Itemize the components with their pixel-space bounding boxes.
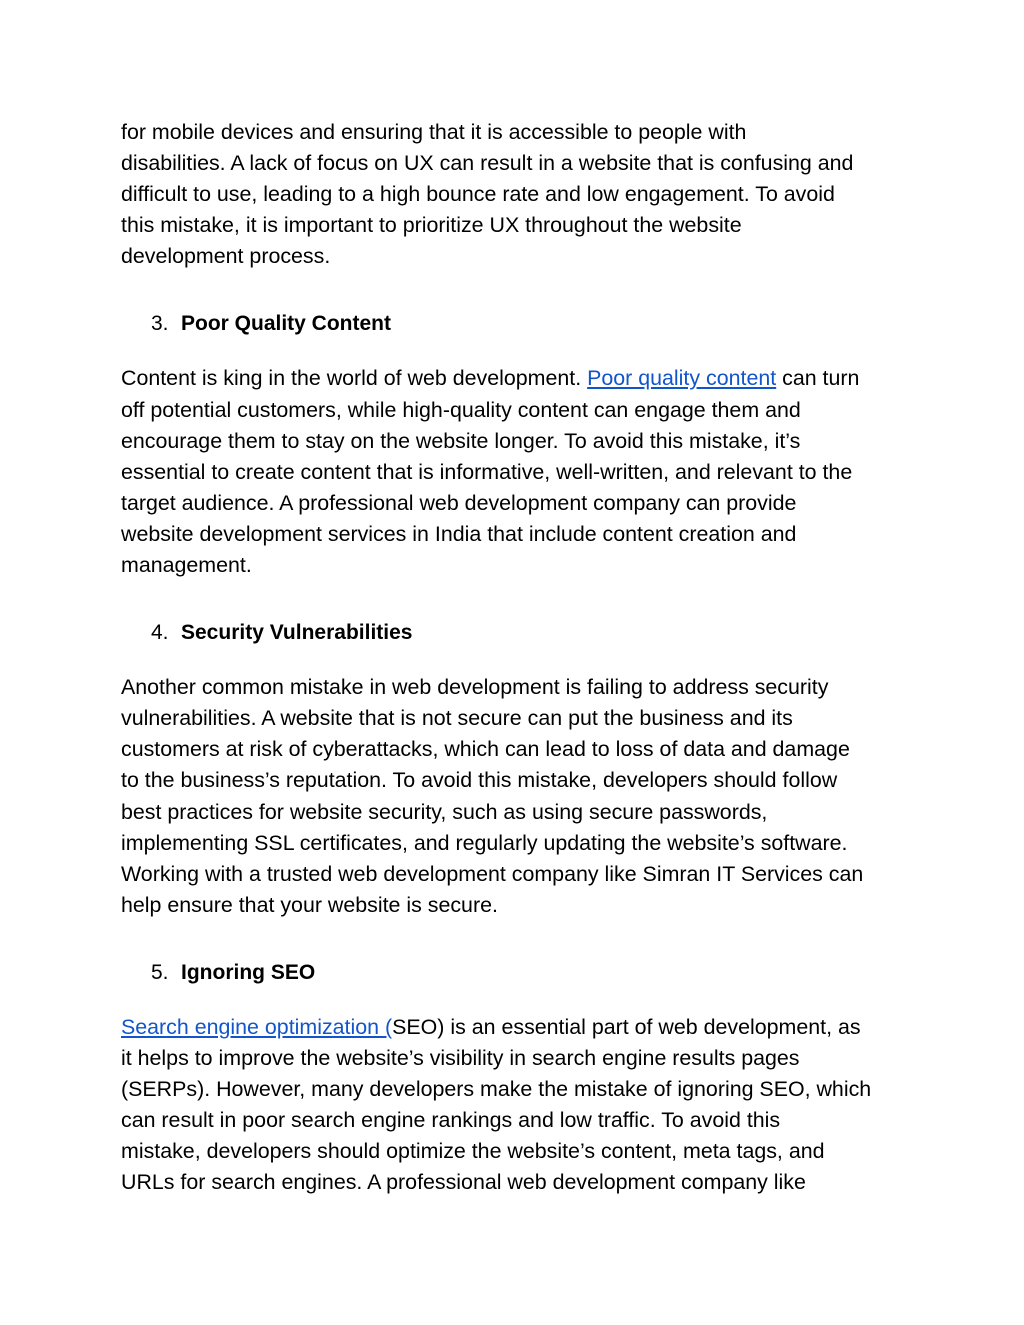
intro-paragraph (121, 117, 911, 272)
paragraph-line: management. (121, 553, 252, 578)
paragraph-line (121, 363, 911, 394)
paragraph-line: off potential customers, while high-quality content can engage them and (121, 397, 801, 422)
paragraph-line: (SERPs). However, many developers make the mistake of ignoring SEO, which (121, 1077, 872, 1102)
paragraph-line: encourage them to stay on the website longer. To avoid this mistake, it’s (121, 428, 801, 453)
section-4-paragraph (121, 672, 911, 921)
list-number: 5. (151, 960, 169, 984)
intro-line: this mistake, it is important to prioritize UX throughout the website (121, 213, 742, 238)
paragraph-line: implementing SSL certificates, and regularly updating the website’s software. (121, 830, 848, 855)
paragraph-line: Working with a trusted web development company like Simran IT Services can (121, 861, 864, 886)
list-number: 4. (151, 621, 169, 645)
paragraph-line (121, 1012, 911, 1043)
paragraph-line: mistake, developers should optimize the website’s content, meta tags, and (121, 1139, 825, 1164)
paragraph-line: target audience. A professional web development company can provide (121, 490, 797, 515)
intro-line: development process. (121, 244, 331, 269)
paragraph-line: help ensure that your website is secure. (121, 892, 498, 917)
paragraph-line: can result in poor search engine rankings and low traffic. To avoid this (121, 1108, 781, 1133)
poor-quality-content-link[interactable]: Poor quality content (587, 366, 777, 391)
paragraph-line: Another common mistake in web development is failing to address security (121, 675, 829, 700)
section-5-paragraph (121, 1012, 911, 1199)
paragraph-line: vulnerabilities. A website that is not secure can put the business and its (121, 706, 793, 731)
text-run: can turn (776, 366, 860, 391)
paragraph-line: best practices for website security, such as using secure passwords, (121, 799, 768, 824)
paragraph-line: website development services in India that include content creation and (121, 521, 797, 546)
text-run: SEO) is an essential part of web development, as (392, 1014, 861, 1039)
search-engine-optimization-link[interactable]: Search engine optimization ( (121, 1014, 393, 1039)
list-number: 3. (151, 312, 169, 336)
section-3-heading (121, 308, 911, 339)
paragraph-line: customers at risk of cyberattacks, which can lead to loss of data and damage (121, 737, 850, 762)
text-run: Content is king in the world of web development. (121, 366, 588, 391)
intro-line: difficult to use, leading to a high bounce rate and low engagement. To avoid (121, 182, 835, 207)
section-3-paragraph (121, 363, 911, 581)
paragraph-line: it helps to improve the website’s visibility in search engine results pages (121, 1045, 800, 1070)
paragraph-line: to the business’s reputation. To avoid this mistake, developers should follow (121, 768, 838, 793)
paragraph-line: essential to create content that is informative, well-written, and relevant to the (121, 459, 853, 484)
section-title: Security Vulnerabilities (181, 621, 413, 645)
paragraph-line: URLs for search engines. A professional web development company like (121, 1170, 806, 1195)
section-5-heading (121, 957, 911, 988)
document-page (121, 117, 911, 1198)
intro-line: disabilities. A lack of focus on UX can result in a website that is confusing and (121, 151, 854, 176)
section-title: Poor Quality Content (181, 312, 391, 336)
section-title: Ignoring SEO (181, 960, 316, 984)
section-4-heading (121, 617, 911, 648)
intro-line: for mobile devices and ensuring that it is accessible to people with (121, 120, 747, 144)
